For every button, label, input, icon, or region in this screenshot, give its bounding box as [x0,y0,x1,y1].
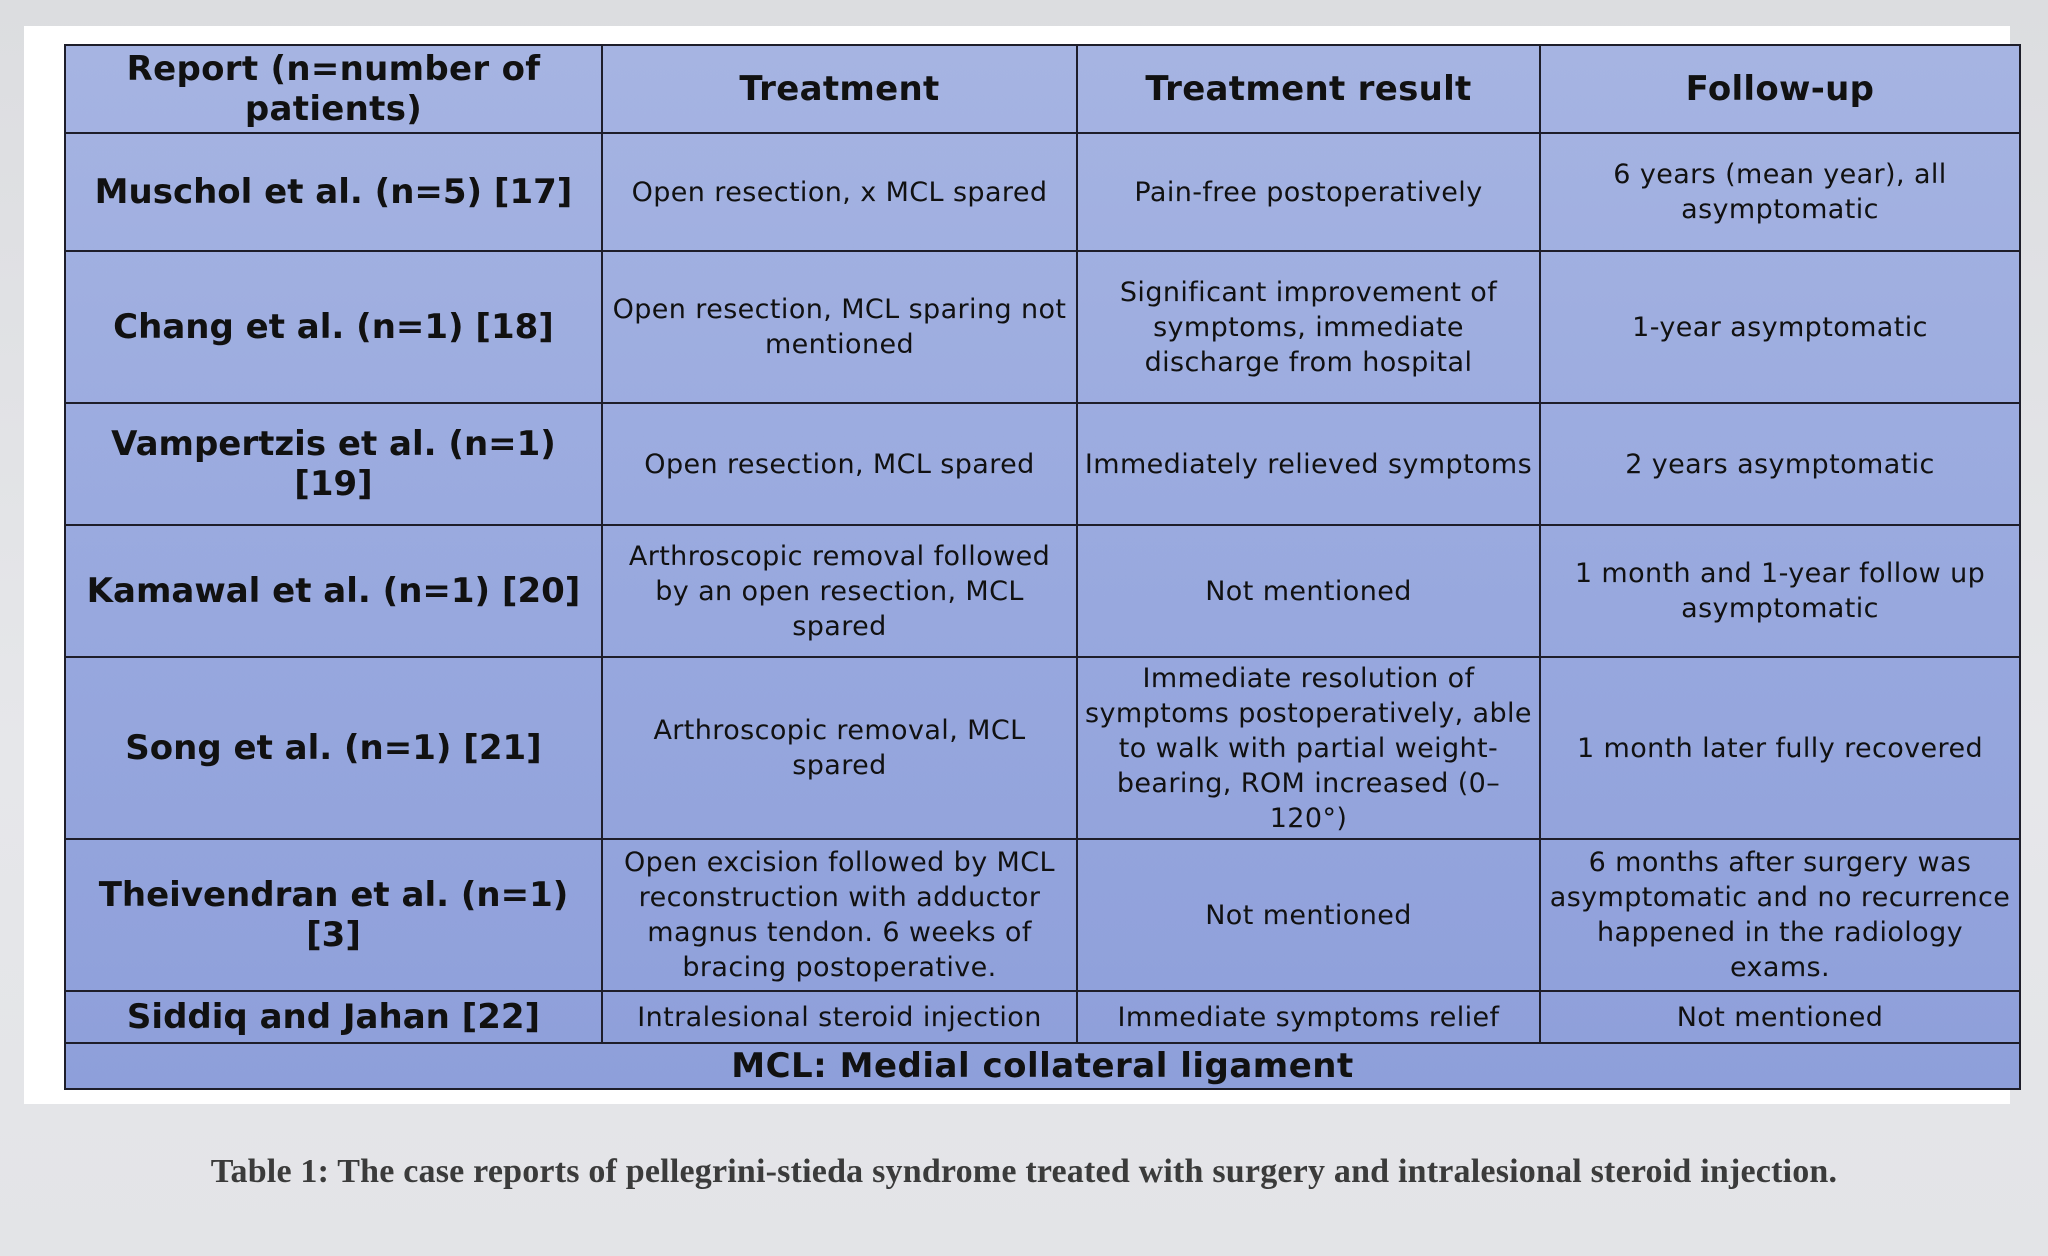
table-container [64,44,2019,1090]
follow-up-cell: Not mentioned [1540,991,2020,1043]
report-cell: Muschol et al. (n=5) [17] [65,133,602,251]
table-frame [24,26,2010,1104]
treatment-cell: Arthroscopic removal followed by an open resection, MCL spared [602,525,1077,657]
table-caption: Table 1: The case reports of pellegrini-stieda syndrome treated with surgery and intralesional steroid injection. [210,1153,1838,1190]
follow-up-cell: 1-year asymptomatic [1540,251,2020,403]
result-cell: Significant improvement of symptoms, immediate discharge from hospital [1077,251,1540,403]
treatment-cell: Open excision followed by MCL reconstruction with adductor magnus tendon. 6 weeks of bracing postoperative. [602,839,1077,991]
table-row [65,403,2020,525]
report-cell: Chang et al. (n=1) [18] [65,251,602,403]
result-cell: Pain-free postoperatively [1077,133,1540,251]
result-cell: Immediate symptoms relief [1077,991,1540,1043]
header-treatment: Treatment [602,45,1077,133]
table-row [65,991,2020,1043]
result-cell: Not mentioned [1077,525,1540,657]
report-cell: Song et al. (n=1) [21] [65,657,602,839]
treatment-cell: Open resection, MCL sparing not mentioned [602,251,1077,403]
case-reports-table [64,44,2021,1090]
treatment-cell: Intralesional steroid injection [602,991,1077,1043]
result-cell: Not mentioned [1077,839,1540,991]
result-cell: Immediately relieved symptoms [1077,403,1540,525]
report-cell: Kamawal et al. (n=1) [20] [65,525,602,657]
result-cell: Immediate resolution of symptoms postoperatively, able to walk with partial weight-bearing, ROM increased (0–120°) [1077,657,1540,839]
follow-up-cell: 6 months after surgery was asymptomatic and no recurrence happened in the radiology exams. [1540,839,2020,991]
report-cell: Theivendran et al. (n=1) [3] [65,839,602,991]
follow-up-cell: 2 years asymptomatic [1540,403,2020,525]
follow-up-cell: 6 years (mean year), all asymptomatic [1540,133,2020,251]
table-row [65,657,2020,839]
header-treatment-result: Treatment result [1077,45,1540,133]
treatment-cell: Open resection, MCL spared [602,403,1077,525]
header-follow-up: Follow-up [1540,45,2020,133]
follow-up-cell: 1 month later fully recovered [1540,657,2020,839]
footnote-row [65,1043,2020,1089]
table-row [65,133,2020,251]
header-row [65,45,2020,133]
table-row [65,839,2020,991]
table-row [65,525,2020,657]
treatment-cell: Arthroscopic removal, MCL spared [602,657,1077,839]
follow-up-cell: 1 month and 1-year follow up asymptomatic [1540,525,2020,657]
report-cell: Vampertzis et al. (n=1) [19] [65,403,602,525]
header-report: Report (n=number of patients) [65,45,602,133]
treatment-cell: Open resection, x MCL spared [602,133,1077,251]
table-footnote: MCL: Medial collateral ligament [65,1043,2020,1089]
report-cell: Siddiq and Jahan [22] [65,991,602,1043]
table-row [65,251,2020,403]
